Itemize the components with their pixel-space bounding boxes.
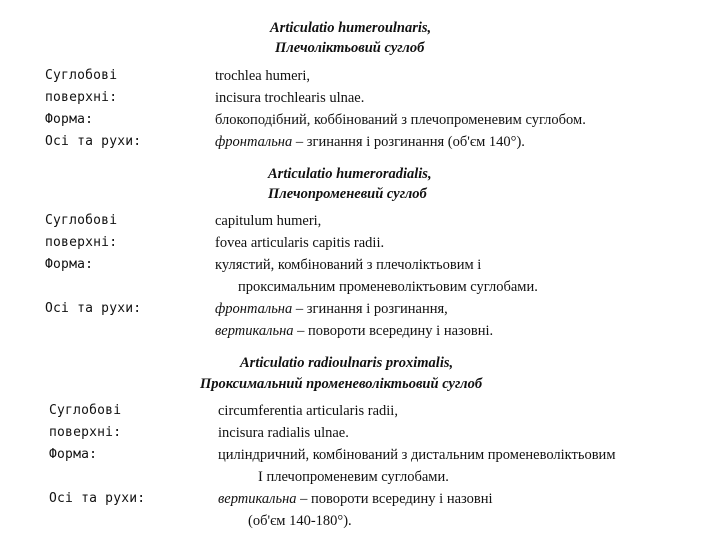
section-2-line-4: проксимальним променеволіктьовим суглобами. bbox=[238, 279, 538, 295]
section-1-line-3: блокоподібний, коббінований з плечопроменевим суглобом. bbox=[215, 112, 586, 128]
section-1-label-surfaces-2: поверхні: bbox=[45, 90, 118, 105]
section-2-label-axes: Осі та рухи: bbox=[45, 301, 142, 316]
section-3-subtitle: Проксимальний променеволіктьовий суглоб bbox=[200, 376, 483, 392]
axis-description: – згинання і розгинання, bbox=[292, 301, 448, 317]
section-3-label-form: Форма: bbox=[49, 447, 98, 462]
section-1-label-surfaces-1: Суглобові bbox=[45, 68, 118, 83]
section-3-label-surfaces-1: Суглобові bbox=[49, 403, 122, 418]
axis-description: – повороти всередину і назовні. bbox=[293, 323, 494, 339]
section-3-line-2: incisura radialis ulnae. bbox=[218, 425, 349, 441]
section-2-label-surfaces-2: поверхні: bbox=[45, 235, 118, 250]
section-3-label-surfaces-2: поверхні: bbox=[49, 425, 122, 440]
section-1-line-4 bbox=[215, 134, 525, 150]
section-3-line-3: циліндричний, комбінований з дистальним променеволіктьовим bbox=[218, 447, 616, 463]
section-1-title: Articulatio humeroulnaris, bbox=[270, 20, 432, 36]
section-3-title: Articulatio radioulnaris proximalis, bbox=[240, 355, 454, 371]
section-2-label-form: Форма: bbox=[45, 257, 94, 272]
section-3-label-axes: Осі та рухи: bbox=[49, 491, 146, 506]
section-2-line-1: capitulum humeri, bbox=[215, 213, 322, 229]
section-2-line-3: кулястий, комбінований з плечоліктьовим і bbox=[215, 257, 482, 273]
axis-term: вертикальна bbox=[215, 323, 294, 339]
section-3-line-6: (об'єм 140-180°). bbox=[248, 513, 352, 529]
section-3-line-1: circumferentia articularis radii, bbox=[218, 403, 398, 419]
section-2-line-5 bbox=[215, 301, 448, 317]
section-1-subtitle: Плечоліктьовий суглоб bbox=[275, 40, 425, 56]
axis-description: – згинання і розгинання (об'єм 140°). bbox=[292, 134, 525, 150]
axis-term: вертикальна bbox=[218, 491, 297, 507]
section-1-label-form: Форма: bbox=[45, 112, 94, 127]
axis-term: фронтальна bbox=[215, 301, 293, 317]
axis-term: фронтальна bbox=[215, 134, 293, 150]
section-3-line-5 bbox=[218, 491, 493, 507]
axis-description: – повороти всередину і назовні bbox=[296, 491, 493, 507]
section-1-line-1: trochlea humeri, bbox=[215, 68, 311, 84]
section-2-subtitle: Плечопроменевий суглоб bbox=[268, 186, 427, 202]
section-2-line-2: fovea articularis capitis radii. bbox=[215, 235, 385, 251]
section-3-line-4: І плечопроменевим суглобами. bbox=[258, 469, 449, 485]
section-1-label-axes: Осі та рухи: bbox=[45, 134, 142, 149]
section-2-line-6 bbox=[215, 323, 493, 339]
section-2-title: Articulatio humeroradialis, bbox=[268, 166, 432, 182]
section-1-line-2: incisura trochlearis ulnae. bbox=[215, 90, 365, 106]
section-2-label-surfaces-1: Суглобові bbox=[45, 213, 118, 228]
